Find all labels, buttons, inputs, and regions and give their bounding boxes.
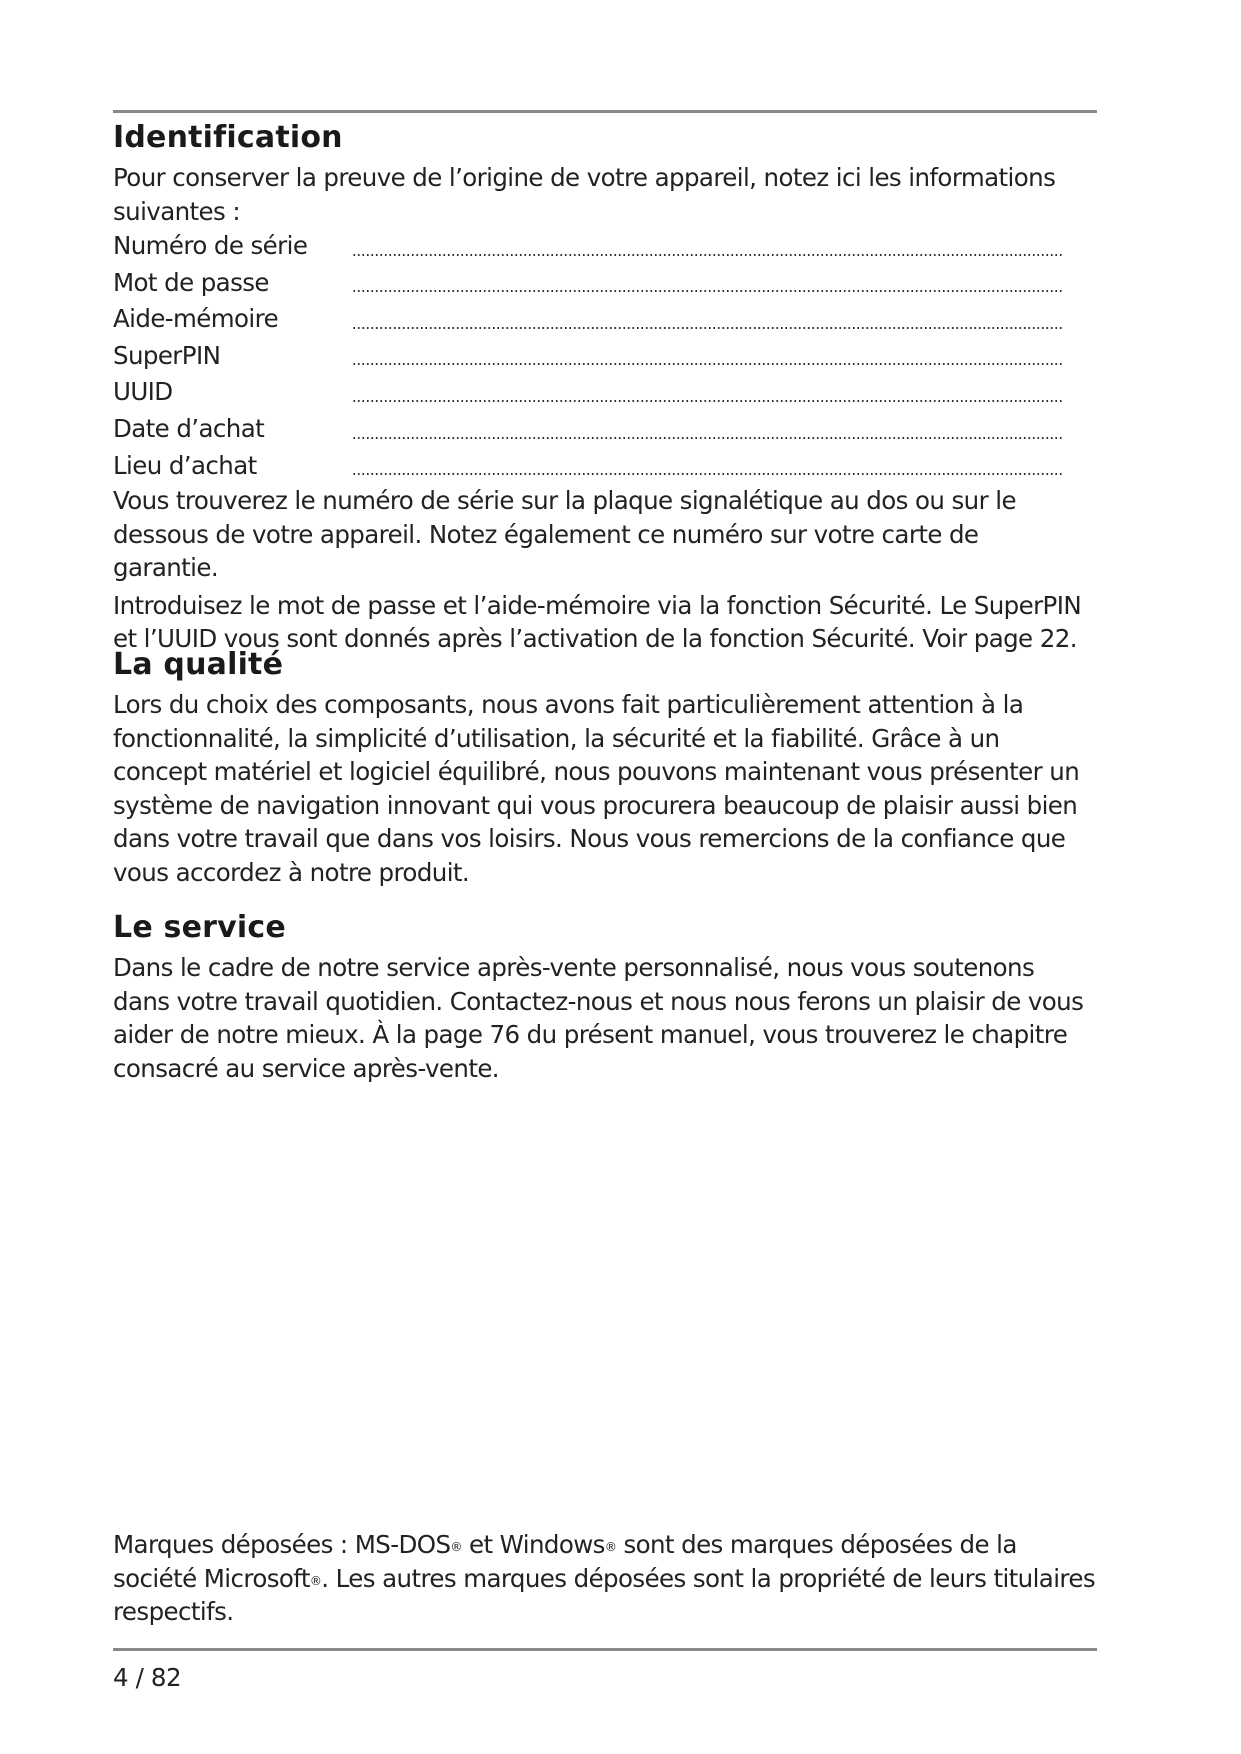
trademarks-text: sont des marques déposées de la société Microsoft <box>113 1530 1017 1593</box>
field-row-password <box>113 265 1097 302</box>
field-row-purchase-date <box>113 411 1097 448</box>
field-label: Mot de passe <box>113 267 269 297</box>
field-label: Lieu d’achat <box>113 450 257 480</box>
service-section <box>113 909 1097 1085</box>
identification-intro: Pour conserver la preuve de l’origine de votre appareil, notez ici les informations suivantes : <box>113 163 1056 226</box>
trademarks-section <box>113 1528 1097 1629</box>
quality-heading: La qualité <box>113 647 284 682</box>
registered-mark: ® <box>604 1540 617 1554</box>
registered-mark: ® <box>450 1540 462 1554</box>
field-label: Date d’achat <box>113 413 265 443</box>
field-row-purchase-place <box>113 448 1097 485</box>
trademarks-text: . Les autres marques déposées sont la propriété de leurs titulaires respectifs. <box>113 1563 1095 1626</box>
identification-heading: Identification <box>113 120 343 155</box>
fill-in-line <box>352 290 1062 292</box>
trademarks-note <box>113 1528 1097 1629</box>
fill-in-line <box>352 363 1062 365</box>
service-heading: Le service <box>113 910 286 945</box>
fill-in-line <box>352 400 1062 402</box>
bottom-rule <box>113 1648 1097 1651</box>
serial-number-note: Vous trouverez le numéro de série sur la plaque signalétique au dos ou sur le dessous de votre appareil. Notez également ce numéro sur votre carte de garantie. <box>113 486 1016 583</box>
registered-mark: ® <box>309 1573 322 1588</box>
quality-section <box>113 646 1097 889</box>
manual-page <box>113 0 1097 1754</box>
field-label: Numéro de série <box>113 231 308 260</box>
quality-body: Lors du choix des composants, nous avons fait particulièrement attention à la fonctionnalité, la simplicité d’utilisation, la sécurité et la fiabilité. Grâce à un concept matériel et logiciel équilibré, nous pouvons maintenant vous présenter un système de navigation innovant qui vous procurera beaucoup de plaisir aussi bien dans votre travail que dans vos loisirs. Nous vous remercions de la confiance que vous accordez à notre produit. <box>113 690 1080 887</box>
fill-in-line <box>352 327 1062 329</box>
field-label: UUID <box>113 377 173 407</box>
identification-fields <box>113 228 1097 484</box>
fill-in-line <box>352 473 1062 475</box>
security-note: Introduisez le mot de passe et l’aide-mémoire via la fonction Sécurité. Le SuperPIN et l’UUID vous sont donnés après l’activation de la fonction Sécurité. Voir page 22. <box>113 590 1082 654</box>
service-body: Dans le cadre de notre service après-vente personnalisé, nous vous soutenons dans votre travail quotidien. Contactez-nous et nous nous ferons un plaisir de vous aider de notre mieux. À la page 76 du présent manuel, vous trouverez le chapitre consacré au service après-vente. <box>113 953 1084 1083</box>
field-row-serial <box>113 228 1097 265</box>
trademarks-text: et Windows <box>461 1530 605 1559</box>
field-row-superpin <box>113 338 1097 375</box>
field-row-memo <box>113 301 1097 338</box>
top-rule <box>113 110 1097 113</box>
fill-in-line <box>352 437 1062 439</box>
fill-in-line <box>352 254 1062 256</box>
field-row-uuid <box>113 374 1097 411</box>
field-label: SuperPIN <box>113 340 221 370</box>
identification-section <box>113 119 1097 656</box>
field-label: Aide-mémoire <box>113 304 279 334</box>
trademarks-text: Marques déposées : MS-DOS <box>113 1530 451 1559</box>
page-number: 4 / 82 <box>113 1663 182 1692</box>
